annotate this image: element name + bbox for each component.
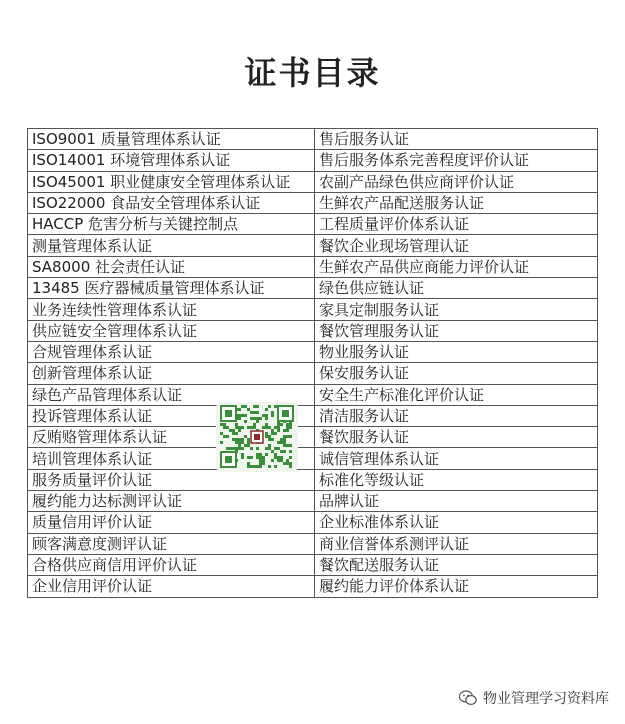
certificate-left: 合格供应商信用评价认证 [28,554,315,575]
certificate-right: 保安服务认证 [315,363,598,384]
table-row [28,512,598,533]
certificate-right: 生鲜农产品配送服务认证 [315,192,598,213]
table-row [28,129,598,150]
certificate-left: 供应链安全管理体系认证 [28,320,315,341]
certificate-right: 工程质量评价体系认证 [315,214,598,235]
certificate-left: 合规管理体系认证 [28,341,315,362]
table-row [28,278,598,299]
footer-account [459,688,609,708]
certificate-right: 餐饮服务认证 [315,427,598,448]
certificate-right: 企业标准体系认证 [315,512,598,533]
certificate-left: 培训管理体系认证 [28,448,315,469]
certificate-left: SA8000 社会责任认证 [28,256,315,277]
certificate-left: 反贿赂管理体系认证 [28,427,315,448]
certificate-left: 创新管理体系认证 [28,363,315,384]
certificate-right: 绿色供应链认证 [315,278,598,299]
certificate-right: 履约能力评价体系认证 [315,576,598,597]
table-row [28,384,598,405]
table-row [28,235,598,256]
certificate-table [27,128,598,598]
qr-code-icon [216,402,298,472]
table-row [28,554,598,575]
certificate-left: 业务连续性管理体系认证 [28,299,315,320]
table-row [28,341,598,362]
certificate-right: 售后服务体系完善程度评价认证 [315,150,598,171]
certificate-left: ISO14001 环境管理体系认证 [28,150,315,171]
certificate-left: HACCP 危害分析与关键控制点 [28,214,315,235]
certificate-right: 安全生产标准化评价认证 [315,384,598,405]
table-row [28,214,598,235]
table-row [28,576,598,597]
certificate-left: 测量管理体系认证 [28,235,315,256]
certificate-right: 农副产品绿色供应商评价认证 [315,171,598,192]
certificate-left: 绿色产品管理体系认证 [28,384,315,405]
certificate-right: 标准化等级认证 [315,469,598,490]
certificate-left: 企业信用评价认证 [28,576,315,597]
certificate-left: 质量信用评价认证 [28,512,315,533]
certificate-left: 履约能力达标测评认证 [28,491,315,512]
certificate-left: 投诉管理体系认证 [28,405,315,426]
certificate-right: 家具定制服务认证 [315,299,598,320]
footer-account-name: 物业管理学习资料库 [483,691,609,707]
certificate-left: ISO9001 质量管理体系认证 [28,129,315,150]
table-row [28,192,598,213]
certificate-right: 商业信誉体系测评认证 [315,533,598,554]
certificate-left: 13485 医疗器械质量管理体系认证 [28,278,315,299]
table-row [28,448,598,469]
table-row [28,320,598,341]
table-row [28,256,598,277]
wechat-icon [459,690,477,706]
table-row [28,150,598,171]
certificate-left: ISO45001 职业健康安全管理体系认证 [28,171,315,192]
table-row [28,299,598,320]
certificate-right: 物业服务认证 [315,341,598,362]
page-title: 证书目录 [244,54,381,92]
table-row [28,533,598,554]
certificate-left: 服务质量评价认证 [28,469,315,490]
certificate-right: 清洁服务认证 [315,405,598,426]
certificate-left: ISO22000 食品安全管理体系认证 [28,192,315,213]
table-row [28,427,598,448]
certificate-right: 生鲜农产品供应商能力评价认证 [315,256,598,277]
table-row [28,469,598,490]
certificate-right: 餐饮配送服务认证 [315,554,598,575]
table-row [28,405,598,426]
certificate-right: 售后服务认证 [315,129,598,150]
certificate-right: 餐饮企业现场管理认证 [315,235,598,256]
table-row [28,491,598,512]
certificate-right: 诚信管理体系认证 [315,448,598,469]
table-row [28,171,598,192]
certificate-right: 品牌认证 [315,491,598,512]
table-row [28,363,598,384]
certificate-left: 顾客满意度测评认证 [28,533,315,554]
certificate-right: 餐饮管理服务认证 [315,320,598,341]
